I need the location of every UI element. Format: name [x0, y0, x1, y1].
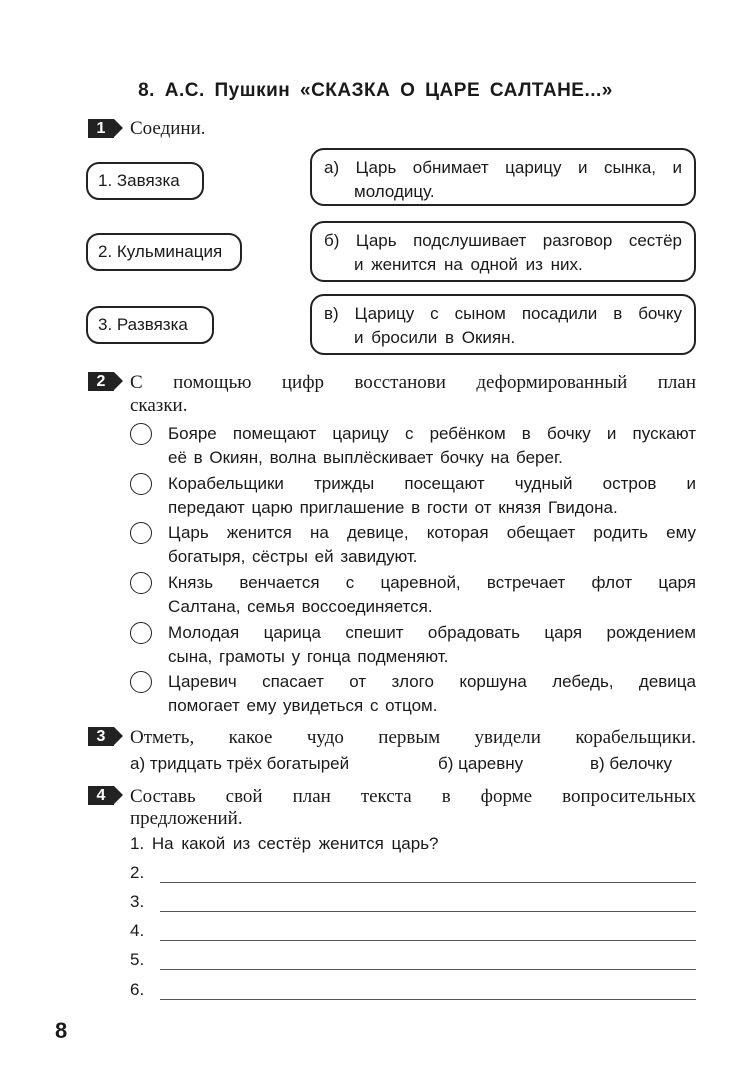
answer-line-number: 2. [130, 863, 145, 882]
answer-a-line1: а) Царь обнимает царицу и сынка, и [324, 158, 682, 177]
answer-box-b[interactable] [310, 221, 696, 282]
answer-b-line2: и женится на одной из них. [354, 255, 583, 274]
task-4-badge: 4 [88, 786, 114, 805]
task-2-prompt-line1: С помощью цифр восстанови деформированный план [130, 372, 696, 393]
option-b[interactable]: б) царевну [438, 754, 524, 773]
plan-question-1: 1. На какой из сестёр женится царь? [130, 834, 439, 853]
answer-line[interactable] [130, 950, 696, 974]
answer-line-rule [160, 940, 696, 941]
plan-item-line1: Князь венчается с царевной, встречает флот царя [168, 573, 696, 592]
answer-line-number: 6. [130, 980, 145, 999]
order-circle[interactable] [130, 622, 152, 644]
plan-item-line1: Бояре помещают царицу с ребёнком в бочку и пускают [168, 424, 696, 443]
answer-line-number: 4. [130, 921, 145, 940]
plan-item-line1: Царевич спасает от злого коршуна лебедь, девица [168, 672, 696, 691]
answer-box-c[interactable] [310, 294, 696, 355]
task-2-badge: 2 [88, 372, 114, 391]
plot-part-exposition[interactable]: 1. Завязка [86, 162, 204, 200]
task-3-badge: 3 [88, 727, 114, 746]
plot-part-climax[interactable]: 2. Кульминация [86, 233, 242, 271]
answer-line-rule [160, 969, 696, 970]
order-circle[interactable] [130, 671, 152, 693]
answer-line-rule [160, 882, 696, 883]
page-number: 8 [55, 1018, 68, 1043]
answer-line-number: 5. [130, 950, 145, 969]
answer-c-line1: в) Царицу с сыном посадили в бочку [324, 304, 682, 323]
task-3-prompt: Отметь, какое чудо первым увидели корабельщики. [130, 727, 696, 748]
plan-item-line1: Корабельщики трижды посещают чудный остров и [168, 474, 696, 493]
answer-line-rule [160, 999, 696, 1000]
plan-item-line1: Царь женится на девице, которая обещает родить ему [168, 523, 696, 542]
answer-a-line2: молодицу. [354, 182, 435, 201]
answer-line[interactable] [130, 980, 696, 1004]
answer-b-line1: б) Царь подслушивает разговор сестёр [324, 231, 682, 250]
option-c[interactable]: в) белочку [590, 754, 673, 773]
answer-line-number: 3. [130, 892, 145, 911]
plot-part-resolution[interactable]: 3. Развязка [86, 306, 214, 344]
order-circle[interactable] [130, 423, 152, 445]
option-a[interactable]: а) тридцать трёх богатырей [130, 754, 350, 773]
order-circle[interactable] [130, 522, 152, 544]
order-circle[interactable] [130, 572, 152, 594]
answer-line[interactable] [130, 921, 696, 945]
plan-item-line2: сына, грамоты у гонца подменяют. [168, 647, 449, 666]
task-4-prompt-line1: Составь свой план текста в форме вопросительных [130, 786, 696, 807]
plan-item-line2: передают царю приглашение в гости от князя Гвидона. [168, 498, 618, 517]
plan-item-line2: богатыря, сёстры ей завидуют. [168, 547, 418, 566]
plan-item-line2: Салтана, семья воссоединяется. [168, 597, 433, 616]
task-1-badge: 1 [88, 119, 114, 138]
task-1-prompt: Соедини. [130, 118, 206, 139]
answer-line[interactable] [130, 892, 696, 916]
task-2-prompt-line2: сказки. [130, 395, 188, 416]
plan-item-line2: её в Окиян, волна выплёскивает бочку на берег. [168, 448, 563, 467]
answer-line[interactable] [130, 863, 696, 887]
page-title: 8. А.С. Пушкин «СКАЗКА О ЦАРЕ САЛТАНЕ...» [138, 80, 613, 101]
answer-box-a[interactable] [310, 148, 696, 206]
task-4-prompt-line2: предложений. [130, 808, 243, 829]
plan-item-line2: помогает ему увидеться с отцом. [168, 696, 438, 715]
order-circle[interactable] [130, 473, 152, 495]
answer-c-line2: и бросили в Окиян. [354, 328, 516, 347]
plan-item-line1: Молодая царица спешит обрадовать царя рождением [168, 623, 696, 642]
answer-line-rule [160, 911, 696, 912]
